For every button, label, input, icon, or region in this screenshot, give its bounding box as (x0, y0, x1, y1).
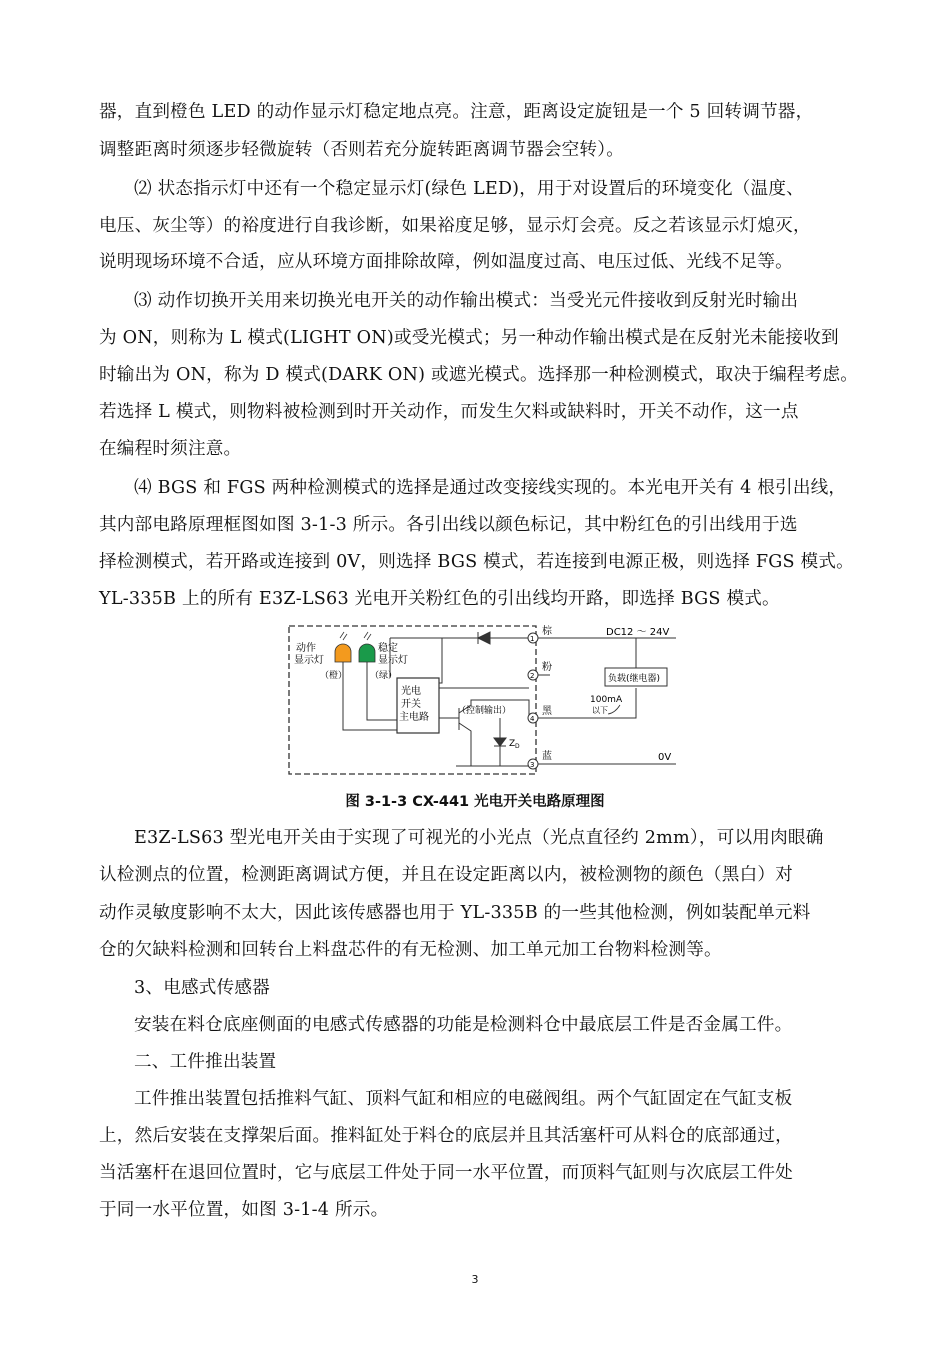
paragraph-line: ⑶ 动作切换开关用来切换光电开关的动作输出模式：当受光元件接收到反射光时输出 (134, 291, 799, 311)
main-circuit-label-2: 开关 (401, 699, 421, 710)
green-label: （绿） (370, 671, 398, 681)
green-led-icon (359, 644, 375, 662)
wire-black-label: 黑 (542, 706, 552, 717)
paragraph-line: ⑷ BGS 和 FGS 两种检测模式的选择是通过改变接线实现的。本光电开关有 4 根引出线， (134, 478, 847, 498)
paragraph-line: 上，然后安装在支撑架后面。推料缸处于料仓的底层并且其活塞杆可从料仓的底部通过， (99, 1126, 793, 1146)
current-sub-label: 以下 (592, 706, 608, 715)
paragraph-line: 工件推出装置包括推料气缸、顶料气缸和相应的电磁阀组。两个气缸固定在气缸支板 (134, 1089, 793, 1109)
supply-label: DC12 ～ 24V (606, 627, 670, 638)
paragraph-line: 认检测点的位置，检测距离调试方便，并且在设定距离以内，被检测物的颜色（黑白）对 (99, 865, 793, 885)
led-action-label-2: 显示灯 (294, 655, 324, 666)
paragraph-line: 说明现场环境不合适，应从环境方面排除故障，例如温度过高、电压过低、光线不足等。 (99, 252, 793, 272)
pin-3: 3 (530, 761, 535, 769)
diode-icon (478, 632, 490, 644)
paragraph-line: 时输出为 ON，称为 D 模式(DARK ON) 或遮光模式。选择那一种检测模式，取决于编程考虑。 (99, 365, 859, 385)
main-circuit-label-1: 光电 (401, 686, 421, 697)
pin-1: 1 (530, 635, 535, 643)
zener-sub-label: D (515, 743, 520, 750)
wire-blue-label: 蓝 (542, 751, 552, 762)
section-heading: 3、电感式传感器 (134, 978, 270, 998)
section-heading: 二、工件推出装置 (134, 1052, 277, 1072)
paragraph-line: 于同一水平位置，如图 3-1-4 所示。 (99, 1200, 389, 1220)
pin-2: 2 (530, 672, 535, 680)
load-label: 负载(继电器) (608, 674, 661, 684)
page-number: 3 (471, 1273, 479, 1286)
paragraph-line: 调整距离时须逐步轻微旋转（否则若充分旋转距离调节器会空转）。 (99, 140, 625, 160)
orange-label: （橙） (320, 671, 348, 681)
current-arrow-icon (608, 705, 620, 714)
main-circuit-label-3: 主电路 (399, 712, 429, 723)
paragraph-line: 为 ON，则称为 L 模式(LIGHT ON)或受光模式；另一种动作输出模式是在反射光未能接收到 (99, 328, 839, 348)
orange-led-icon (335, 644, 351, 662)
zener-diode-icon (494, 738, 506, 746)
paragraph-line: 仓的欠缺料检测和回转台上料盘芯件的有无检测、加工单元加工台物料检测等。 (99, 940, 722, 960)
paragraph-line: 器，直到橙色 LED 的动作显示灯稳定地点亮。注意，距离设定旋钮是一个 5 回转调节器， (99, 102, 814, 122)
control-output-label: （控制输出） (457, 706, 512, 716)
paragraph-line: E3Z-LS63 型光电开关由于实现了可视光的小光点（光点直径约 2mm），可以用肉眼确 (134, 828, 824, 848)
led-stable-label-2: 显示灯 (378, 655, 408, 666)
pin-4: 4 (530, 715, 535, 723)
zero-volt-label: 0V (658, 752, 672, 763)
current-label: 100mA (590, 695, 623, 705)
wire-brown-label: 棕 (542, 626, 552, 637)
wire-pink-label: 粉 (542, 662, 552, 673)
paragraph-line: 其内部电路原理框图如图 3-1-3 所示。各引出线以颜色标记，其中粉红色的引出线用于选 (99, 515, 798, 535)
circuit-diagram (280, 618, 680, 783)
paragraph-line: 若选择 L 模式，则物料被检测到时开关动作，而发生欠料或缺料时，开关不动作，这一点 (99, 402, 799, 422)
paragraph-line: 安装在料仓底座侧面的电感式传感器的功能是检测料仓中最底层工件是否金属工件。 (134, 1015, 793, 1035)
led-action-label: 动作 (296, 643, 316, 654)
paragraph-line: 在编程时须注意。 (99, 439, 242, 459)
paragraph-line: 电压、灰尘等）的裕度进行自我诊断，如果裕度足够，显示灯会亮。反之若该显示灯熄灭， (99, 216, 811, 236)
paragraph-line: ⑵ 状态指示灯中还有一个稳定显示灯(绿色 LED)，用于对设置后的环境变化（温度、 (134, 179, 804, 199)
figure-caption: 图 3-1-3 CX-441 光电开关电路原理图 (345, 794, 605, 810)
paragraph-line: 当活塞杆在退回位置时，它与底层工件处于同一水平位置，而顶料气缸则与次底层工件处 (99, 1163, 793, 1183)
paragraph-line: 动作灵敏度影响不太大，因此该传感器也用于 YL-335B 的一些其他检测，例如装配单元料 (99, 903, 811, 923)
paragraph-line: YL-335B 上的所有 E3Z-LS63 光电开关粉红色的引出线均开路，即选择 BGS 模式。 (99, 589, 780, 609)
zener-label: Z (509, 739, 516, 749)
paragraph-line: 择检测模式，若开路或连接到 0V，则选择 BGS 模式，若连接到电源正极，则选择 FGS 模式。 (99, 552, 854, 572)
led-stable-label: 稳定 (378, 643, 398, 654)
